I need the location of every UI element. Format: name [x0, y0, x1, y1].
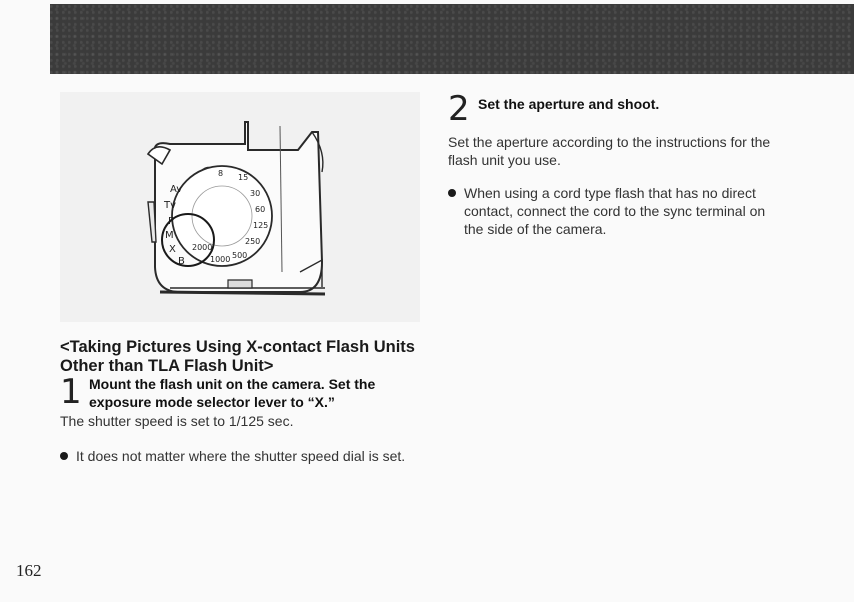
svg-text:125: 125 — [253, 221, 269, 230]
step-number: 2 — [448, 89, 470, 129]
svg-text:Tv: Tv — [164, 200, 177, 211]
bullet-dot-icon — [60, 452, 68, 460]
bullet-item — [446, 184, 786, 238]
svg-text:B: B — [178, 256, 185, 267]
step-2 — [448, 89, 788, 169]
svg-text:15: 15 — [238, 173, 249, 182]
step-number: 1 — [60, 372, 82, 412]
step-text: The shutter speed is set to 1/125 sec. — [60, 413, 294, 429]
page-number: 162 — [16, 561, 42, 580]
step-heading: Set the aperture and shoot. — [478, 96, 660, 112]
camera-mode-dial-icon — [60, 92, 420, 322]
svg-text:8: 8 — [218, 169, 224, 178]
svg-text:M: M — [165, 230, 174, 241]
svg-text:500: 500 — [232, 251, 248, 260]
svg-text:250: 250 — [245, 237, 261, 246]
bullet-dot-icon — [448, 189, 456, 197]
step-1 — [60, 372, 410, 430]
bullet-text: When using a cord type flash that has no direct contact, connect the cord to the sync terminal on the side of the camera. — [464, 185, 766, 237]
header-band — [50, 4, 854, 74]
camera-illustration — [60, 92, 420, 322]
step-heading: Mount the flash unit on the camera. Set the exposure mode selector lever to “X.” — [89, 376, 376, 410]
step-text: Set the aperture according to the instructions for the flash unit you use. — [448, 134, 771, 168]
svg-text:2000: 2000 — [192, 243, 213, 252]
svg-text:Av: Av — [170, 184, 183, 195]
svg-text:30: 30 — [250, 189, 261, 198]
section-title: <Taking Pictures Using X-contact Flash Units Other than TLA Flash Unit> — [60, 338, 415, 375]
svg-text:P: P — [168, 216, 175, 227]
svg-text:1000: 1000 — [210, 255, 231, 264]
svg-text:X: X — [169, 244, 176, 255]
svg-text:60: 60 — [255, 205, 266, 214]
bullet-item — [58, 447, 408, 465]
bullet-text: It does not matter where the shutter speed dial is set. — [76, 448, 406, 464]
